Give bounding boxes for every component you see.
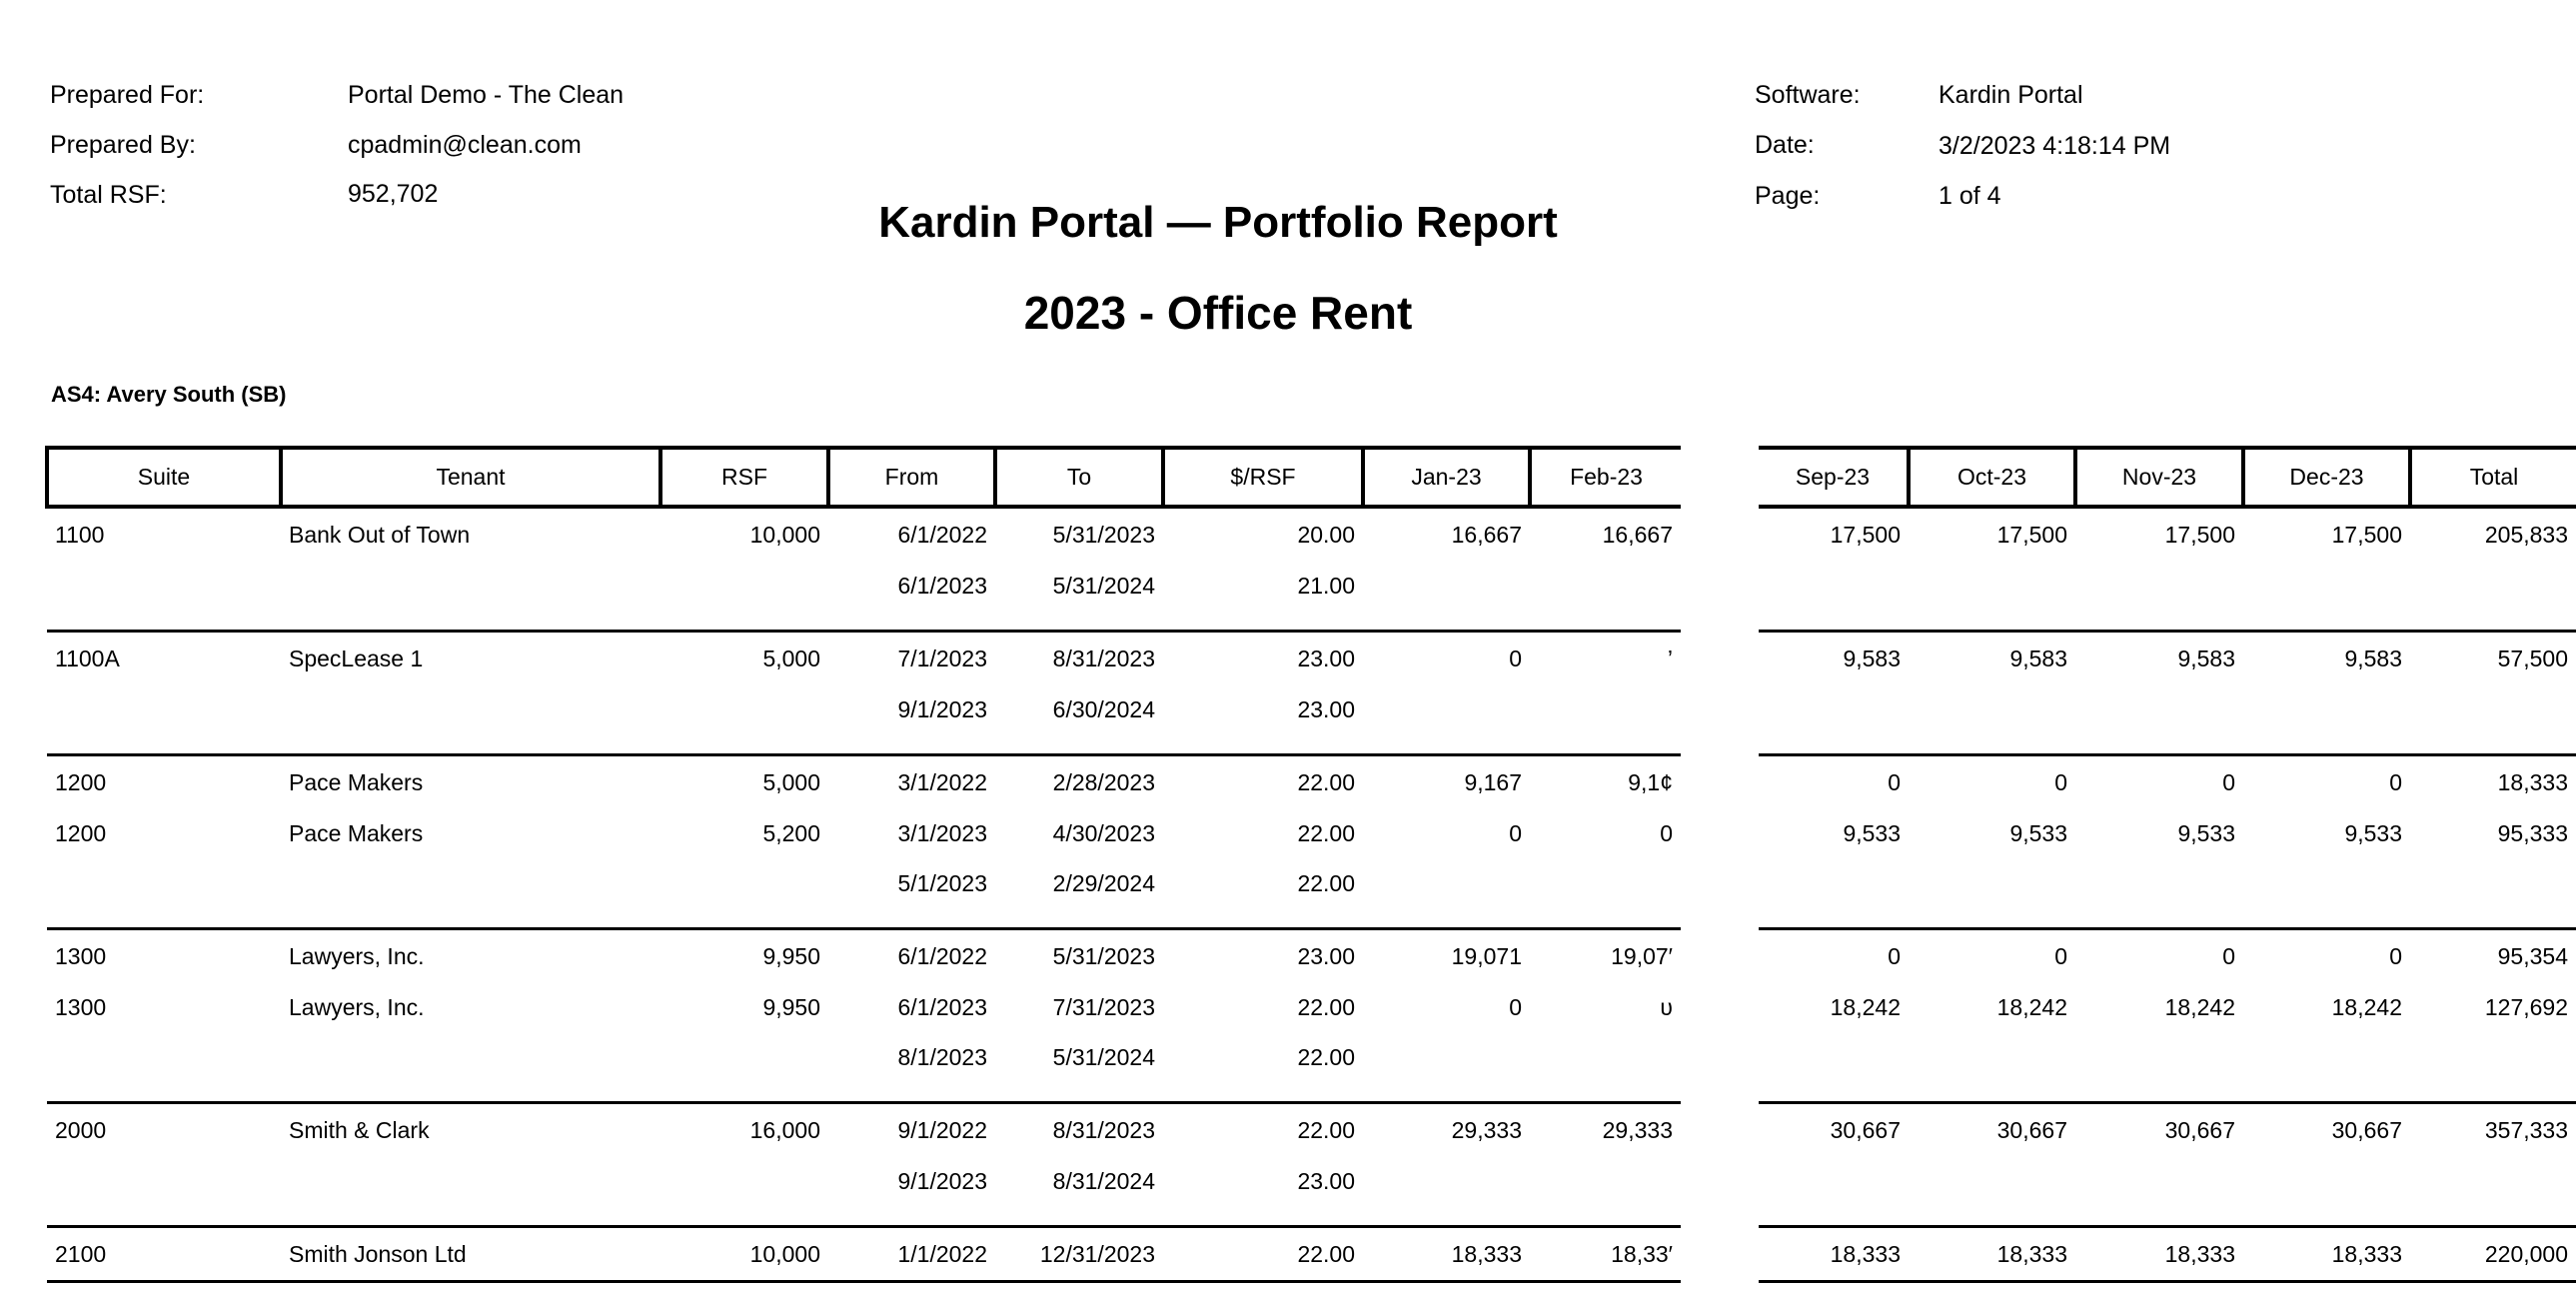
jan-23-cell: 0 [1509, 645, 1522, 671]
spacer-cell [1759, 1206, 2576, 1227]
nov-23-cell [2075, 858, 2243, 908]
total-cell: 95,354 [2497, 942, 2568, 969]
suite-cell: 1200 [55, 819, 107, 846]
group-spacer [47, 1206, 1681, 1227]
jan-23-cell [1363, 684, 1530, 734]
to-date-cell: 8/31/2024 [1052, 1167, 1155, 1194]
table-row [1759, 633, 2576, 684]
table-row [1759, 808, 2576, 858]
tenant-cell: Lawyers, Inc. [289, 993, 425, 1020]
nov-23-cell: 9,533 [2177, 819, 2235, 846]
jan-23-cell: 9,167 [1464, 768, 1522, 795]
from-date-cell: 6/1/2022 [897, 942, 987, 969]
feb-23-cell: 0 [1660, 819, 1673, 846]
dec-23-cell: 0 [2389, 768, 2402, 795]
total-cell: 57,500 [2497, 645, 2568, 671]
rsf-cell: 5,000 [762, 645, 820, 671]
rsf-cell: 9,950 [762, 942, 820, 969]
jan-23-cell: 18,333 [1451, 1240, 1522, 1267]
tenant-cell [281, 561, 660, 611]
spacer-cell [1759, 908, 2576, 929]
suite-cell: 1200 [55, 768, 107, 795]
total-rsf-label: Total RSF: [50, 181, 167, 209]
table-row [47, 1032, 1681, 1082]
jan-23-cell [1363, 1032, 1530, 1082]
table-row [1759, 756, 2576, 808]
jan-23-cell: 19,071 [1451, 942, 1522, 969]
group-spacer [47, 734, 1681, 755]
rsf-cell [660, 858, 828, 908]
nov-23-cell [2075, 684, 2243, 734]
prepared-by-label: Prepared By: [50, 131, 196, 159]
oct-23-cell [1909, 858, 2075, 908]
jan-23-cell [1363, 1156, 1530, 1206]
feb-23-cell [1530, 561, 1681, 611]
rate-cell: 21.00 [1297, 572, 1355, 599]
tenant-cell [281, 684, 660, 734]
column-header-tenant: Tenant [281, 448, 660, 507]
suite-cell [47, 684, 281, 734]
sep-23-cell: 18,333 [1830, 1240, 1901, 1267]
suite-cell: 1100 [55, 521, 105, 548]
dec-23-cell: 18,333 [2331, 1240, 2402, 1267]
group-separator [47, 1282, 1681, 1284]
oct-23-cell: 17,500 [1996, 521, 2067, 548]
nov-23-cell: 9,583 [2177, 645, 2235, 671]
to-date-cell: 2/28/2023 [1052, 768, 1155, 795]
group-spacer [1759, 611, 2576, 632]
nov-23-cell [2075, 561, 2243, 611]
column-header-nov-23: Nov-23 [2075, 448, 2243, 507]
rate-cell: 23.00 [1297, 942, 1355, 969]
rsf-cell [660, 1156, 828, 1206]
suite-cell [47, 1156, 281, 1206]
dec-23-cell: 18,242 [2331, 993, 2402, 1020]
from-date-cell: 6/1/2023 [897, 572, 987, 599]
from-date-cell: 5/1/2023 [897, 869, 987, 896]
suite-cell [47, 1032, 281, 1082]
tenant-cell: SpecLease 1 [289, 645, 424, 671]
table-row [47, 1156, 1681, 1206]
column-header-rsf: $/RSF [1163, 448, 1363, 507]
oct-23-cell [1909, 1156, 2075, 1206]
suite-cell: 1100A [55, 645, 120, 671]
rate-cell: 22.00 [1297, 768, 1355, 795]
table-row [1759, 1104, 2576, 1156]
page-label: Page: [1755, 182, 1821, 210]
to-date-cell: 6/30/2024 [1052, 695, 1155, 722]
prepared-for-label: Prepared For: [50, 81, 205, 109]
column-header-jan-23: Jan-23 [1363, 448, 1530, 507]
jan-23-cell: 0 [1509, 819, 1522, 846]
to-date-cell: 12/31/2023 [1039, 1240, 1155, 1267]
to-date-cell: 2/29/2024 [1052, 869, 1155, 896]
spacer-cell [47, 1206, 1681, 1227]
report-subtitle: 2023 - Office Rent [1023, 287, 1413, 339]
rsf-cell [660, 684, 828, 734]
rate-cell: 23.00 [1297, 695, 1355, 722]
column-header-oct-23: Oct-23 [1909, 448, 2075, 507]
column-header-sep-23: Sep-23 [1759, 448, 1909, 507]
from-date-cell: 6/1/2022 [897, 521, 987, 548]
oct-23-cell: 9,533 [2009, 819, 2067, 846]
rate-cell: 23.00 [1297, 645, 1355, 671]
total-cell [2410, 1156, 2576, 1206]
from-date-cell: 1/1/2022 [897, 1240, 987, 1267]
sep-23-cell: 9,533 [1843, 819, 1901, 846]
prepared-by-value: cpadmin@clean.com [348, 131, 582, 159]
feb-23-cell: 18,33′ [1611, 1240, 1673, 1267]
rsf-cell [660, 1032, 828, 1082]
dec-23-cell: 0 [2389, 942, 2402, 969]
to-date-cell: 5/31/2023 [1052, 521, 1155, 548]
feb-23-cell [1530, 1032, 1681, 1082]
sep-23-cell [1759, 1156, 1909, 1206]
software-value: Kardin Portal [1938, 81, 2083, 109]
table-row [1759, 982, 2576, 1032]
from-date-cell: 9/1/2022 [897, 1116, 987, 1143]
column-header-rsf: RSF [660, 448, 828, 507]
spacer-cell [47, 611, 1681, 632]
nov-23-cell [2075, 1032, 2243, 1082]
sep-23-cell [1759, 858, 1909, 908]
oct-23-cell [1909, 684, 2075, 734]
nov-23-cell: 0 [2222, 768, 2235, 795]
group-spacer [47, 908, 1681, 929]
from-date-cell: 9/1/2023 [897, 1167, 987, 1194]
table-row [47, 1104, 1681, 1156]
to-date-cell: 4/30/2023 [1052, 819, 1155, 846]
column-header-dec-23: Dec-23 [2243, 448, 2410, 507]
spacer-cell [47, 734, 1681, 755]
dec-23-cell: 9,533 [2344, 819, 2402, 846]
dec-23-cell [2243, 858, 2410, 908]
prepared-for-value: Portal Demo - The Clean [348, 81, 625, 109]
feb-23-cell: 9,1¢ [1628, 768, 1673, 795]
rate-cell: 22.00 [1297, 869, 1355, 896]
group-spacer [1759, 734, 2576, 755]
column-header-total: Total [2410, 448, 2576, 507]
total-cell [2410, 858, 2576, 908]
total-cell: 220,000 [2484, 1240, 2568, 1267]
property-name: AS4: Avery South (SB) [51, 382, 287, 407]
oct-23-cell [1909, 1032, 2075, 1082]
rate-cell: 20.00 [1297, 521, 1355, 548]
rsf-cell: 10,000 [749, 521, 820, 548]
table-row [1759, 930, 2576, 982]
table-row [1759, 561, 2576, 611]
suite-cell: 1300 [55, 942, 107, 969]
rsf-cell: 16,000 [749, 1116, 820, 1143]
dec-23-cell [2243, 1156, 2410, 1206]
table-row [1759, 1156, 2576, 1206]
total-cell [2410, 561, 2576, 611]
total-cell: 205,833 [2484, 521, 2568, 548]
table-row [1759, 684, 2576, 734]
sep-23-cell: 0 [1888, 768, 1901, 795]
total-cell: 357,333 [2484, 1116, 2568, 1143]
feb-23-cell: υ [1660, 993, 1673, 1020]
group-spacer [47, 611, 1681, 632]
page-value: 1 of 4 [1938, 182, 2001, 210]
nov-23-cell: 0 [2222, 942, 2235, 969]
tenant-cell: Bank Out of Town [289, 521, 471, 548]
nov-23-cell: 30,667 [2164, 1116, 2235, 1143]
sep-23-cell: 30,667 [1830, 1116, 1901, 1143]
dec-23-cell: 17,500 [2331, 521, 2402, 548]
separator-line [47, 1282, 1681, 1284]
table-row [47, 808, 1681, 858]
tenant-cell [281, 1156, 660, 1206]
rate-cell: 22.00 [1297, 1116, 1355, 1143]
table-row [47, 561, 1681, 611]
from-date-cell: 3/1/2022 [897, 768, 987, 795]
table-row [47, 684, 1681, 734]
rsf-cell: 10,000 [749, 1240, 820, 1267]
oct-23-cell: 30,667 [1996, 1116, 2067, 1143]
feb-23-cell: 16,667 [1602, 521, 1673, 548]
rate-cell: 22.00 [1297, 1240, 1355, 1267]
total-rsf-value: 952,702 [348, 180, 439, 208]
column-header-feb-23: Feb-23 [1530, 448, 1681, 507]
suite-cell: 2000 [55, 1116, 107, 1143]
sep-23-cell [1759, 1032, 1909, 1082]
sep-23-cell: 18,242 [1830, 993, 1901, 1020]
suite-cell [47, 858, 281, 908]
rate-cell: 22.00 [1297, 1043, 1355, 1070]
group-spacer [1759, 908, 2576, 929]
oct-23-cell: 18,333 [1996, 1240, 2067, 1267]
table-row [47, 1228, 1681, 1282]
table-row [47, 982, 1681, 1032]
to-date-cell: 5/31/2024 [1052, 572, 1155, 599]
from-date-cell: 3/1/2023 [897, 819, 987, 846]
rsf-cell [660, 561, 828, 611]
suite-cell: 2100 [55, 1240, 107, 1267]
from-date-cell: 8/1/2023 [897, 1043, 987, 1070]
column-header-to: To [995, 448, 1163, 507]
spacer-cell [1759, 1082, 2576, 1103]
date-value: 3/2/2023 4:18:14 PM [1938, 132, 2171, 160]
feb-23-cell: 19,07′ [1611, 942, 1673, 969]
tenant-cell: Pace Makers [289, 768, 424, 795]
rate-cell: 22.00 [1297, 819, 1355, 846]
oct-23-cell [1909, 561, 2075, 611]
spacer-cell [47, 1082, 1681, 1103]
column-header-suite: Suite [47, 448, 281, 507]
rent-table-left [45, 446, 1681, 1283]
oct-23-cell: 0 [2054, 768, 2067, 795]
from-date-cell: 9/1/2023 [897, 695, 987, 722]
group-separator [1759, 1282, 2576, 1284]
dec-23-cell: 30,667 [2331, 1116, 2402, 1143]
table-row [47, 507, 1681, 561]
feb-23-cell [1530, 1156, 1681, 1206]
sep-23-cell [1759, 561, 1909, 611]
jan-23-cell: 16,667 [1451, 521, 1522, 548]
suite-cell: 1300 [55, 993, 107, 1020]
jan-23-cell: 29,333 [1451, 1116, 1522, 1143]
table-row [47, 756, 1681, 808]
nov-23-cell [2075, 1156, 2243, 1206]
rate-cell: 22.00 [1297, 993, 1355, 1020]
oct-23-cell: 9,583 [2009, 645, 2067, 671]
sep-23-cell: 9,583 [1843, 645, 1901, 671]
rsf-cell: 5,200 [762, 819, 820, 846]
nov-23-cell: 17,500 [2164, 521, 2235, 548]
spacer-cell [47, 908, 1681, 929]
group-spacer [47, 1082, 1681, 1103]
column-header-from: From [828, 448, 995, 507]
jan-23-cell: 0 [1509, 993, 1522, 1020]
feb-23-cell [1530, 858, 1681, 908]
table-row [1759, 858, 2576, 908]
table-row [1759, 1228, 2576, 1282]
software-label: Software: [1755, 81, 1861, 109]
from-date-cell: 6/1/2023 [897, 993, 987, 1020]
to-date-cell: 8/31/2023 [1052, 645, 1155, 671]
oct-23-cell: 18,242 [1996, 993, 2067, 1020]
group-spacer [1759, 1206, 2576, 1227]
rsf-cell: 9,950 [762, 993, 820, 1020]
feb-23-cell [1530, 684, 1681, 734]
oct-23-cell: 0 [2054, 942, 2067, 969]
to-date-cell: 5/31/2023 [1052, 942, 1155, 969]
to-date-cell: 7/31/2023 [1052, 993, 1155, 1020]
jan-23-cell [1363, 561, 1530, 611]
sep-23-cell: 0 [1888, 942, 1901, 969]
group-spacer [1759, 1082, 2576, 1103]
feb-23-cell: ’ [1667, 645, 1673, 671]
tenant-cell [281, 858, 660, 908]
rate-cell: 23.00 [1297, 1167, 1355, 1194]
from-date-cell: 7/1/2023 [897, 645, 987, 671]
date-label: Date: [1755, 131, 1815, 159]
dec-23-cell: 9,583 [2344, 645, 2402, 671]
table-row [47, 858, 1681, 908]
tenant-cell [281, 1032, 660, 1082]
table-row [47, 633, 1681, 684]
nov-23-cell: 18,242 [2164, 993, 2235, 1020]
table-row [1759, 507, 2576, 561]
jan-23-cell [1363, 858, 1530, 908]
tenant-cell: Pace Makers [289, 819, 424, 846]
total-cell [2410, 684, 2576, 734]
dec-23-cell [2243, 561, 2410, 611]
suite-cell [47, 561, 281, 611]
report-title: Kardin Portal — Portfolio Report [878, 198, 1558, 247]
rent-table-right [1759, 446, 2576, 1283]
table-row [47, 930, 1681, 982]
dec-23-cell [2243, 1032, 2410, 1082]
spacer-cell [1759, 734, 2576, 755]
tenant-cell: Smith & Clark [289, 1116, 430, 1143]
spacer-cell [1759, 611, 2576, 632]
total-cell: 18,333 [2497, 768, 2568, 795]
separator-line [1759, 1282, 2576, 1284]
sep-23-cell [1759, 684, 1909, 734]
to-date-cell: 5/31/2024 [1052, 1043, 1155, 1070]
sep-23-cell: 17,500 [1830, 521, 1901, 548]
to-date-cell: 8/31/2023 [1052, 1116, 1155, 1143]
dec-23-cell [2243, 684, 2410, 734]
total-cell: 95,333 [2497, 819, 2568, 846]
rsf-cell: 5,000 [762, 768, 820, 795]
total-cell: 127,692 [2484, 993, 2568, 1020]
total-cell [2410, 1032, 2576, 1082]
feb-23-cell: 29,333 [1602, 1116, 1673, 1143]
nov-23-cell: 18,333 [2164, 1240, 2235, 1267]
table-row [1759, 1032, 2576, 1082]
tenant-cell: Lawyers, Inc. [289, 942, 425, 969]
tenant-cell: Smith Jonson Ltd [289, 1240, 467, 1267]
